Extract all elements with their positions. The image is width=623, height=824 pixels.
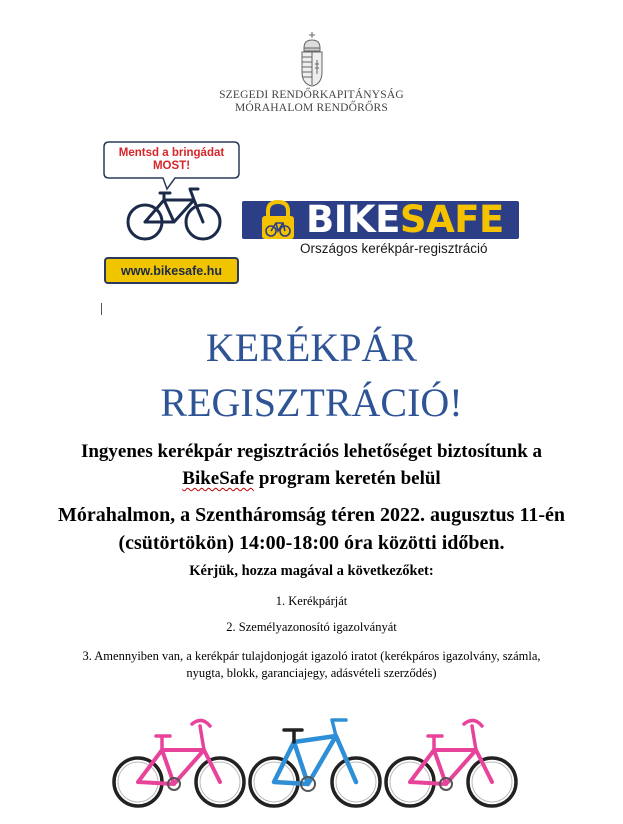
checklist-heading: Kérjük, hozza magával a következőket:: [189, 563, 434, 579]
wordmark-safe: SAFE: [399, 198, 504, 241]
title-line2: REGISZTRÁCIÓ!: [160, 380, 463, 425]
time-place-line1: Mórahalmon, a Szentháromság téren 2022. augusztus 11-én: [57, 504, 566, 526]
intro-text-2: program keretén belül: [254, 468, 441, 489]
hungarian-crest-icon: [298, 30, 326, 88]
bubble-line2: MOST!: [152, 160, 191, 172]
website-url: www.bikesafe.hu: [121, 263, 222, 278]
time-place-line2: (csütörtökön) 14:00-18:00 óra közötti időben.: [118, 532, 505, 554]
time-place-paragraph: [30, 501, 593, 557]
padlock-bike-icon: [256, 199, 300, 241]
checklist-item-1: 1. Kerékpárját: [275, 594, 348, 608]
intro-paragraph: [30, 438, 593, 492]
title-line1: KERÉKPÁR: [205, 325, 418, 370]
logo-subtitle: Országos kerékpár-regisztráció: [300, 241, 488, 256]
website-link[interactable]: [104, 257, 239, 284]
intro-text-1: Ingyenes kerékpár regisztrációs lehetőséget biztosítunk a: [80, 441, 543, 462]
pink-bicycle-left-icon: [110, 712, 248, 812]
wordmark-bike: BIKE: [306, 198, 400, 241]
bubble-line1: Mentsd a bringádat: [118, 147, 225, 159]
police-header: [0, 89, 623, 115]
checklist-item-2: 2. Személyazonosító igazolványát: [226, 620, 397, 634]
police-header-line2: MÓRAHALOM RENDŐRŐRS: [235, 102, 388, 114]
blue-bicycle-icon: [246, 712, 384, 812]
police-header-line1: SZEGEDI RENDŐRKAPITÁNYSÁG: [219, 89, 404, 101]
checklist-item-3: 3. Amennyiben van, a kerékpár tulajdonjogát igazoló iratot (kerékpáros igazolvány, számla, nyugta, blokk, garanciajegy, adásvételi szerződés): [82, 649, 541, 680]
text-cursor: [101, 303, 102, 315]
bikesafe-wordmark: [306, 199, 522, 241]
intro-brand: BikeSafe: [182, 468, 255, 489]
pink-bicycle-right-icon: [382, 712, 520, 812]
bicycle-icon: [124, 184, 224, 242]
